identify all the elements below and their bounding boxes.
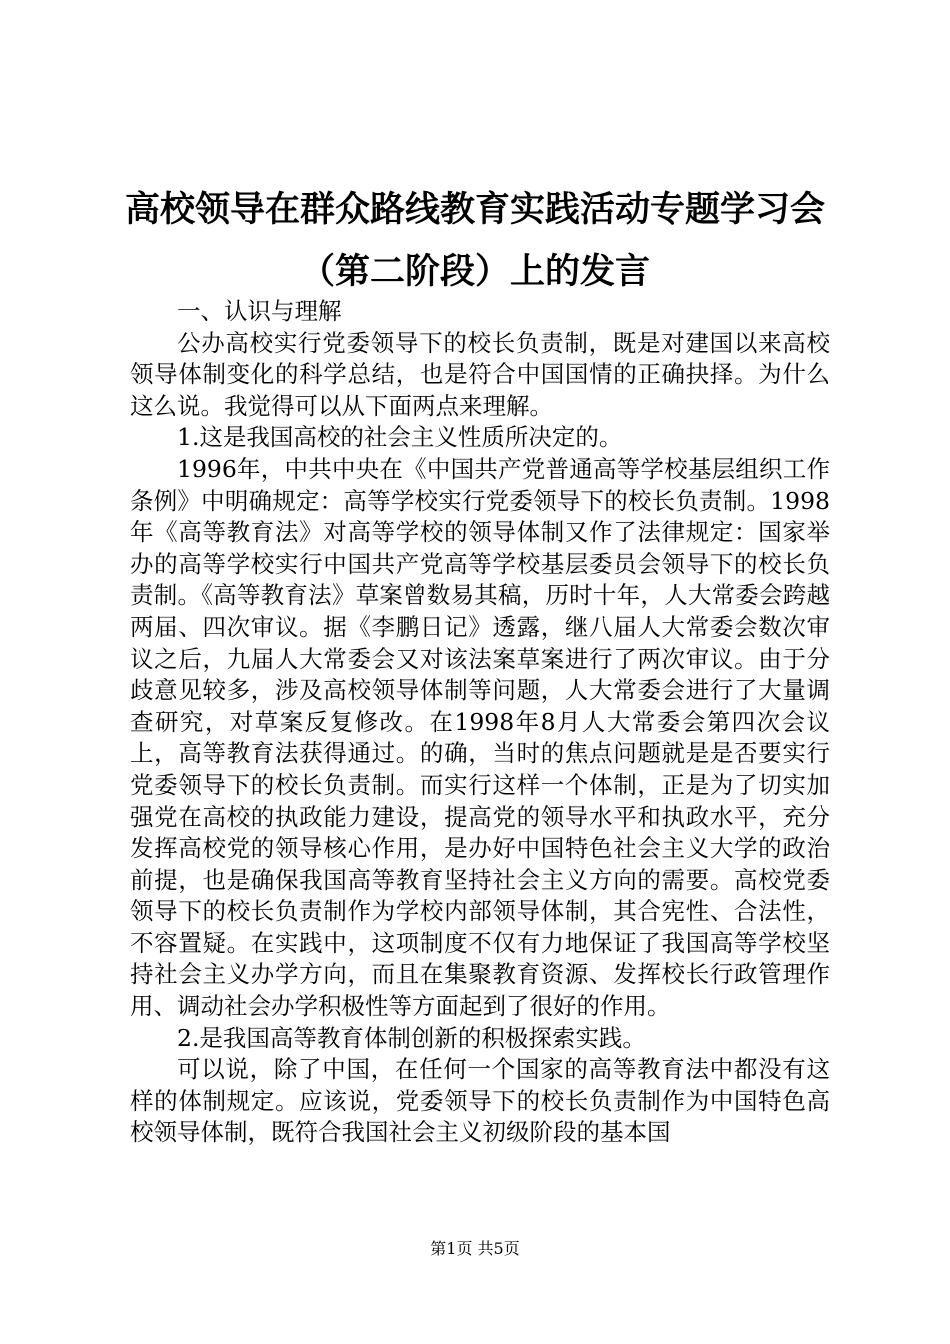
paragraph: 公办高校实行党委领导下的校长负责制，既是对建国以来高校领导体制变化的科学总结，也是符合中国国情的正确抉择。为什么这么说。我觉得可以从下面两点来理解。 <box>130 328 830 420</box>
page-footer: 第1页 共5页 <box>430 1239 520 1258</box>
section-heading: 一、认识与理解 <box>177 297 342 325</box>
subsection-heading: 2.是我国高等教育体制创新的积极探索实践。 <box>177 1023 646 1052</box>
subsection-heading: 1.这是我国高校的社会主义性质所决定的。 <box>177 423 623 452</box>
paragraph: 可以说，除了中国，在任何一个国家的高等教育法中都没有这样的体制规定。应该说，党委领导下的校长负责制作为中国特色高校领导体制，既符合我国社会主义初级阶段的基本国 <box>130 1055 830 1147</box>
document-title-line-2: （第二阶段）上的发言 <box>299 251 650 292</box>
paragraph: 1996年，中共中央在《中国共产党普通高等学校基层组织工作条例》中明确规定：高等学校实行党委领导下的校长负责制。1998年《高等教育法》对高等学校的领导体制又作了法律规定：国家举办的高等学校实行中国共产党高等学校基层委员会领导下的校长负责制。《高等教育法》草案曾数易其稿，历时十年，人大常委会跨越两届、四次审议。据《李鹏日记》透露，继八届人大常委会数次审议之后，九届人大常委会又对该法案草案进行了两次审议。由于分歧意见较多，涉及高校领导体制等问题，人大常委会进行了大量调查研究，对草案反复修改。在1998年8月人大常委会第四次会议上，高等教育法获得通过。的确，当时的焦点问题就是是否要实行党委领导下的校长负责制。而实行这样一个体制，正是为了切实加强党在高校的执政能力建设，提高党的领导水平和执政水平，充分发挥高校党的领导核心作用，是办好中国特色社会主义大学的政治前提，也是确保我国高等教育坚持社会主义方向的需要。高校党委领导下的校长负责制作为学校内部领导体制，其合宪性、合法性，不容置疑。在实践中，这项制度不仅有力地保证了我国高等学校坚持社会主义办学方向，而且在集聚教育资源、发挥校长行政管理作用、调动社会办学积极性等方面起到了很好的作用。 <box>130 454 830 1021</box>
document-title-line-1: 高校领导在群众路线教育实践活动专题学习会 <box>124 189 825 230</box>
document-body <box>130 296 830 1149</box>
